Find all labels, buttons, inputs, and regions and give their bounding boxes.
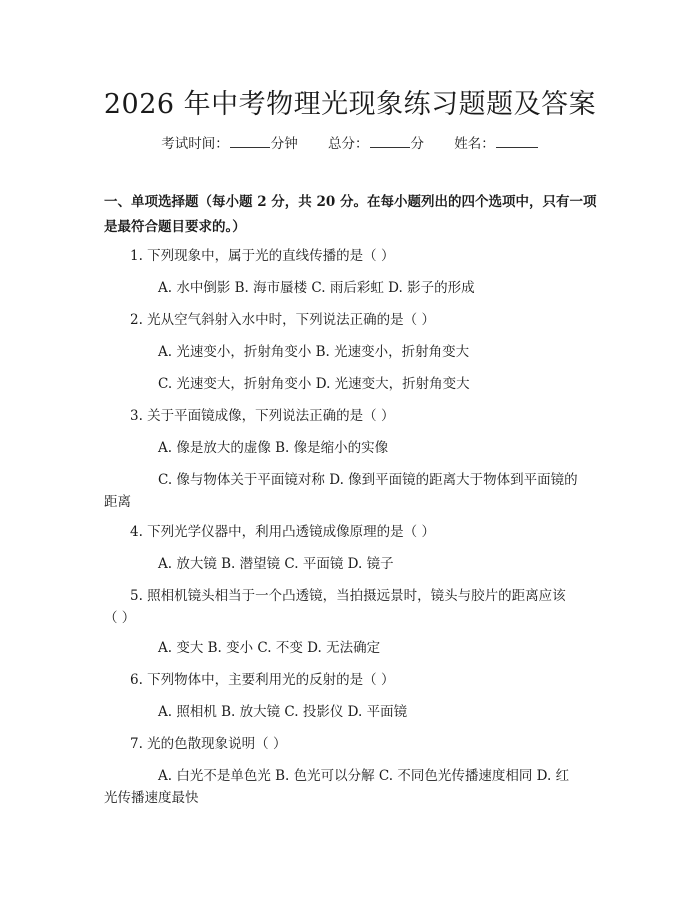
question-stem: 7. 光的色散现象说明（ ） (130, 736, 287, 752)
question-options-continued: 光传播速度最快 (104, 790, 199, 806)
question-options: C. 像与物体关于平面镜对称 D. 像到平面镜的距离大于物体到平面镜的 (158, 472, 578, 488)
question-options: A. 像是放大的虚像 B. 像是缩小的实像 (158, 440, 389, 456)
question-options: A. 放大镜 B. 潜望镜 C. 平面镜 D. 镜子 (158, 556, 394, 572)
question-options-continued: 距离 (104, 494, 131, 510)
exam-meta (0, 132, 700, 152)
question-options: A. 水中倒影 B. 海市蜃楼 C. 雨后彩虹 D. 影子的形成 (158, 280, 475, 296)
question-stem: 1. 下列现象中，属于光的直线传播的是（ ） (130, 248, 395, 264)
question-stem: 3. 关于平面镜成像，下列说法正确的是（ ） (130, 408, 395, 424)
name-field (454, 136, 539, 152)
time-blank (230, 135, 270, 148)
section-heading: 一、单项选择题（每小题 2 分，共 20 分。在每小题列出的四个选项中，只有一项是最符合题目要求的。） (104, 194, 597, 235)
total-score-field (328, 136, 424, 152)
question-stem: 6. 下列物体中，主要利用光的反射的是（ ） (130, 672, 395, 688)
score-blank (370, 135, 410, 148)
time-unit: 分钟 (270, 136, 298, 152)
question-stem: 2. 光从空气斜射入水中时，下列说法正确的是（ ） (130, 312, 435, 328)
question-options: A. 白光不是单色光 B. 色光可以分解 C. 不同色光传播速度相同 D. 红 (158, 768, 570, 784)
question-options: A. 光速变小，折射角变小 B. 光速变小，折射角变大 (158, 344, 470, 360)
question-stem-continued: （ ） (104, 610, 136, 626)
score-label: 总分： (328, 136, 369, 152)
question-options: A. 变大 B. 变小 C. 不变 D. 无法确定 (158, 640, 381, 656)
page-title: 2026 年中考物理光现象练习题题及答案 (103, 89, 597, 120)
exam-time-field (161, 136, 298, 152)
question-stem: 5. 照相机镜头相当于一个凸透镜，当拍摄远景时，镜头与胶片的距离应该 (130, 588, 566, 604)
question-options: A. 照相机 B. 放大镜 C. 投影仪 D. 平面镜 (158, 704, 408, 720)
question-options: C. 光速变大，折射角变小 D. 光速变大，折射角变大 (158, 376, 470, 392)
question-stem: 4. 下列光学仪器中，利用凸透镜成像原理的是（ ） (130, 524, 435, 540)
time-label: 考试时间： (161, 136, 229, 152)
name-blank (496, 135, 538, 148)
name-label: 姓名： (454, 136, 495, 152)
score-unit: 分 (410, 136, 424, 152)
